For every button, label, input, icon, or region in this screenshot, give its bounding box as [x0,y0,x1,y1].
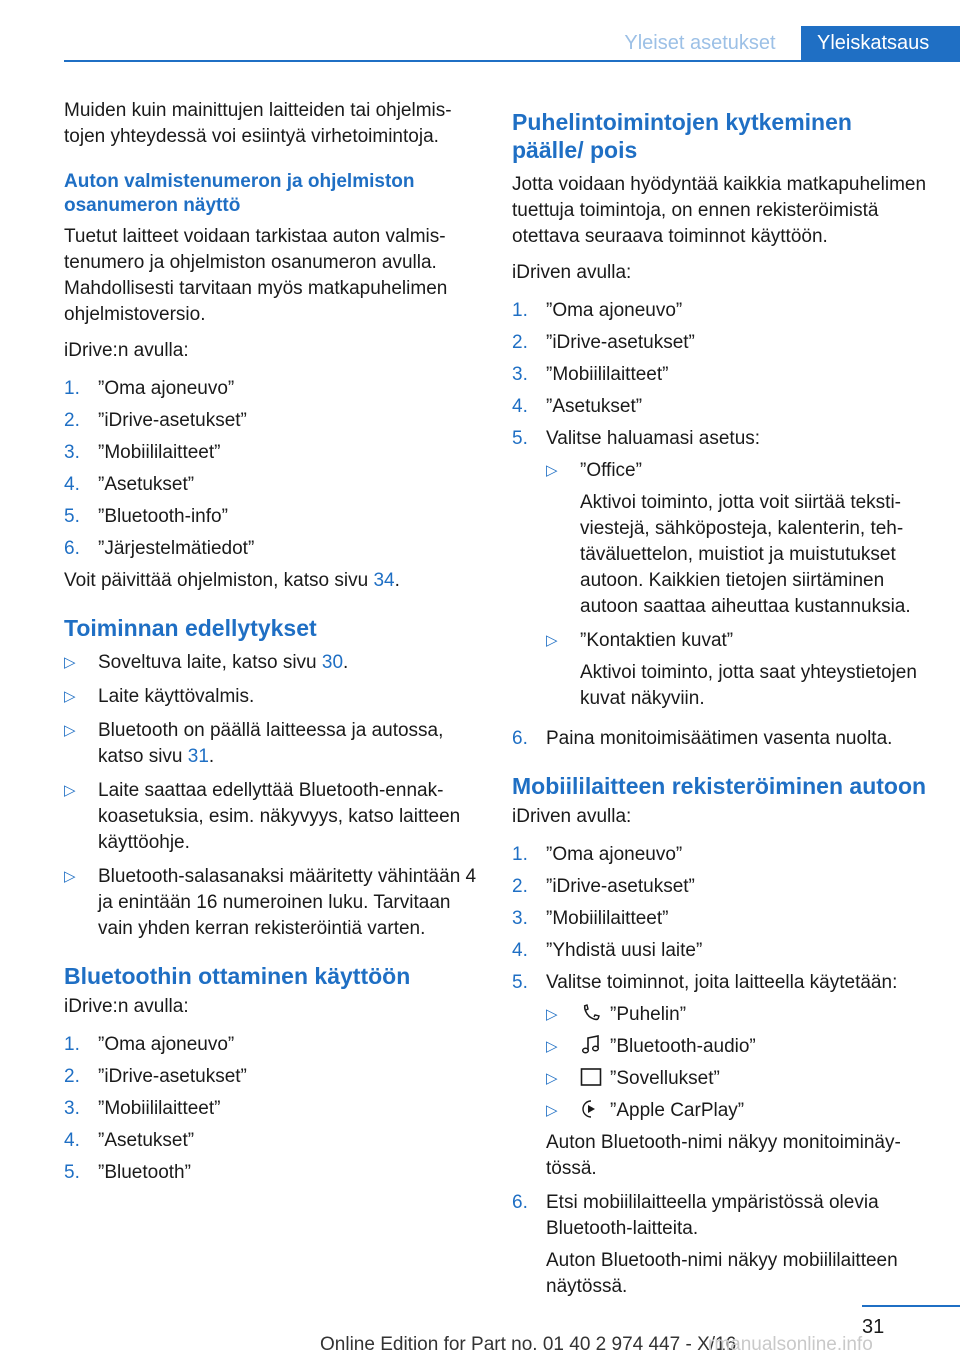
register-steps-list [512,842,928,1300]
list-item [546,1034,928,1060]
list-item [512,394,928,420]
right-column [512,104,928,1306]
step-text: ”iDrive-asetukset” [98,410,247,431]
step-text: ”Oma ajoneuvo” [546,844,683,865]
list-item [512,426,928,720]
step-number: 6. [512,1192,528,1213]
edition-text: Online Edition for Part no. 01 40 2 974 447 - X/16 [320,1334,737,1355]
list-item [546,1098,928,1124]
step-number: 6. [512,728,528,749]
step-number: 1. [64,378,80,399]
prereq-text: Laite käyttövalmis. [98,686,255,707]
option-office: ”Office” [580,460,642,481]
heading-bluetooth-enable: Bluetoothin ottaminen käyttöön [64,963,411,989]
phone-handset-icon [580,1003,602,1023]
step-number: 3. [512,908,528,929]
section-tab-general[interactable]: Yleiset asetukset [624,32,776,54]
step-number: 3. [512,364,528,385]
step-number: 2. [512,332,528,353]
page-link-34[interactable]: 34 [373,570,395,591]
function-options-list [546,1002,928,1124]
bullet-triangle-icon: ▷ [546,1038,558,1055]
list-item [512,726,928,752]
bullet-triangle-icon: ▷ [64,868,76,885]
step-text: ”Mobiililaitteet” [546,908,669,929]
step-text: ”Oma ajoneuvo” [98,1034,235,1055]
watermark: rmanualsonline.info [708,1334,873,1355]
phone-paragraph: Jotta voidaan hyödyntää kaikkia matkapuhelimen tuettuja toimintoja, on ennen rekisteröimistä otettava seuraava toiminnot käyttöön. [512,174,927,247]
option-contact-images: ”Kontaktien kuvat” [580,630,734,651]
step-number: 3. [64,1098,80,1119]
heading-register-device: Mobiililaitteen rekisteröiminen autoon [512,773,927,799]
prereq-text: Soveltuva laite, katso sivu [98,652,317,673]
music-note-icon [580,1035,602,1055]
step-text: ”Asetukset” [98,474,195,495]
step-text: ”Bluetooth” [98,1162,191,1183]
list-item [512,1190,928,1300]
prerequisites-list [64,650,480,942]
step-number: 4. [512,940,528,961]
step-text: ”Oma ajoneuvo” [546,300,683,321]
page-link-31[interactable]: 31 [187,746,209,767]
option-apple-carplay: ”Apple CarPlay” [610,1100,745,1121]
apps-square-icon [580,1067,602,1087]
prereq-text: Bluetooth-salasanaksi määritetty vähintään 4 ja enintään 16 numeroinen luku. Tarvitaan vain yhden kerran rekisteröintiä varten. [98,866,477,939]
step-text: ”Mobiililaitteet” [98,442,221,463]
intro-paragraph: Muiden kuin mainittujen laitteiden tai ohjelmistojen yhteydessä voi esiintyä virhetoimintoja. [64,100,452,147]
carplay-play-icon [580,1099,602,1119]
list-item [64,1064,480,1090]
update-text: Voit päivittää ohjelmiston, katso sivu [64,570,369,591]
list-item [512,906,928,932]
list-item [64,778,480,856]
step-text: ”Asetukset” [546,396,643,417]
step-number: 4. [64,474,80,495]
vin-via: iDrive:n avulla: [64,340,189,361]
prereq-text: Laite saattaa edellyttää Bluetooth-ennakkoasetuksia, esim. näkyvyys, katso laitteen käyttöohje. [98,780,461,853]
bullet-triangle-icon: ▷ [546,1102,558,1119]
list-item [64,1128,480,1154]
step-number: 1. [512,300,528,321]
step-text: ”Mobiililaitteet” [98,1098,221,1119]
step-text: ”Bluetooth-info” [98,506,228,527]
list-item [546,1002,928,1028]
list-item [64,376,480,402]
step-number: 2. [64,1066,80,1087]
step-text: ”iDrive-asetukset” [546,332,695,353]
heading-vin-display: Auton valmistenumeron ja ohjelmiston osanumeron näyttö [64,171,415,216]
update-paragraph: Voit päivittää ohjelmiston, katso sivu 34. [64,570,400,591]
list-item [64,684,480,710]
list-item [64,1160,480,1186]
list-item [512,874,928,900]
prereq-text: Bluetooth on päällä laitteessa ja autossa, katso sivu [98,720,444,767]
register-via: iDriven avulla: [512,806,632,827]
step-number: 3. [64,442,80,463]
vin-paragraph: Tuetut laitteet voidaan tarkistaa auton valmistenumero ja ohjelmiston osanumeron avulla. Mahdollisesti tarvitaan myös matkapuhelimen ohjelmistoversio. [64,226,448,325]
list-item: ▷ Bluetooth on päällä laitteessa ja autossa, katso sivu 31. [64,718,480,770]
list-item: ▷ Soveltuva laite, katso sivu 30. [64,650,480,676]
list-item [64,440,480,466]
left-column [64,98,480,1192]
step-text: ”Järjestelmätiedot” [98,538,255,559]
list-item [512,362,928,388]
list-item [64,504,480,530]
option-office-description: Aktivoi toiminto, jotta voit siirtää tekstiviestejä, sähköposteja, kalenterin, tehtäväluettelon, muistiot ja muistutukset autoon. Kaikkien tietojen siirtäminen autoon saattaa aiheuttaa kustannuksia. [580,492,911,617]
step-text: ”Asetukset” [98,1130,195,1151]
list-item [64,472,480,498]
step-text: Paina monitoimisäätimen vasenta nuolta. [546,728,893,749]
bullet-triangle-icon: ▷ [64,782,76,799]
phone-steps-list [512,298,928,752]
list-item [64,536,480,562]
heading-prerequisites: Toiminnan edellytykset [64,615,317,641]
step-number: 2. [64,410,80,431]
list-item [512,970,928,1182]
bullet-triangle-icon: ▷ [64,688,76,705]
bullet-triangle-icon: ▷ [64,722,76,739]
step-number: 2. [512,876,528,897]
section-tab-overview[interactable]: Yleiskatsaus [801,26,960,60]
bullet-triangle-icon: ▷ [546,1006,558,1023]
footer-divider [862,1305,960,1307]
option-contact-images-description: Aktivoi toiminto, jotta saat yhteystietojen kuvat näkyviin. [580,662,917,709]
step-text: Valitse haluamasi asetus: [546,428,761,449]
list-item [546,628,928,712]
page-header [64,26,960,62]
option-bluetooth-audio: ”Bluetooth-audio” [610,1036,756,1057]
option-apps: ”Sovellukset” [610,1068,720,1089]
step-number: 5. [512,972,528,993]
step5-note: Auton Bluetooth-nimi näkyy monitoiminäytössä. [546,1132,901,1179]
list-item [512,330,928,356]
step-text: ”Yhdistä uusi laite” [546,940,703,961]
list-item [512,938,928,964]
step-text: Etsi mobiililaitteella ympäristössä olevia Bluetooth-laitteita. [546,1192,879,1239]
heading-phone-functions: Puhelintoimintojen kytkeminen päälle/ pois [512,109,852,163]
step-number: 4. [512,396,528,417]
step6-note: Auton Bluetooth-nimi näkyy mobiililaitteen näytössä. [546,1250,898,1297]
list-item [512,842,928,868]
step-number: 6. [64,538,80,559]
step-number: 1. [64,1034,80,1055]
bt-steps-list [64,1032,480,1186]
step-text: Valitse toiminnot, joita laitteella käytetään: [546,972,898,993]
bullet-triangle-icon: ▷ [546,632,558,649]
list-item [512,298,928,324]
list-item [546,1066,928,1092]
bt-via: iDrive:n avulla: [64,996,189,1017]
vin-steps-list [64,376,480,562]
option-phone: ”Puhelin” [610,1004,687,1025]
phone-via: iDriven avulla: [512,262,632,283]
step-text: ”iDrive-asetukset” [546,876,695,897]
bullet-triangle-icon: ▷ [546,1070,558,1087]
bullet-triangle-icon: ▷ [64,654,76,671]
step-text: ”iDrive-asetukset” [98,1066,247,1087]
page-link-30[interactable]: 30 [321,652,344,673]
step-number: 5. [64,506,80,527]
step-number: 5. [512,428,528,449]
list-item [64,864,480,942]
page-number: 31 [862,1316,885,1338]
list-item [64,1032,480,1058]
step-number: 5. [64,1162,80,1183]
list-item [64,408,480,434]
list-item [64,1096,480,1122]
step-number: 4. [64,1130,80,1151]
step-text: ”Mobiililaitteet” [546,364,669,385]
list-item [546,458,928,620]
setting-options-list [546,458,928,712]
bullet-triangle-icon: ▷ [546,462,558,479]
step-text: ”Oma ajoneuvo” [98,378,235,399]
step-number: 1. [512,844,528,865]
